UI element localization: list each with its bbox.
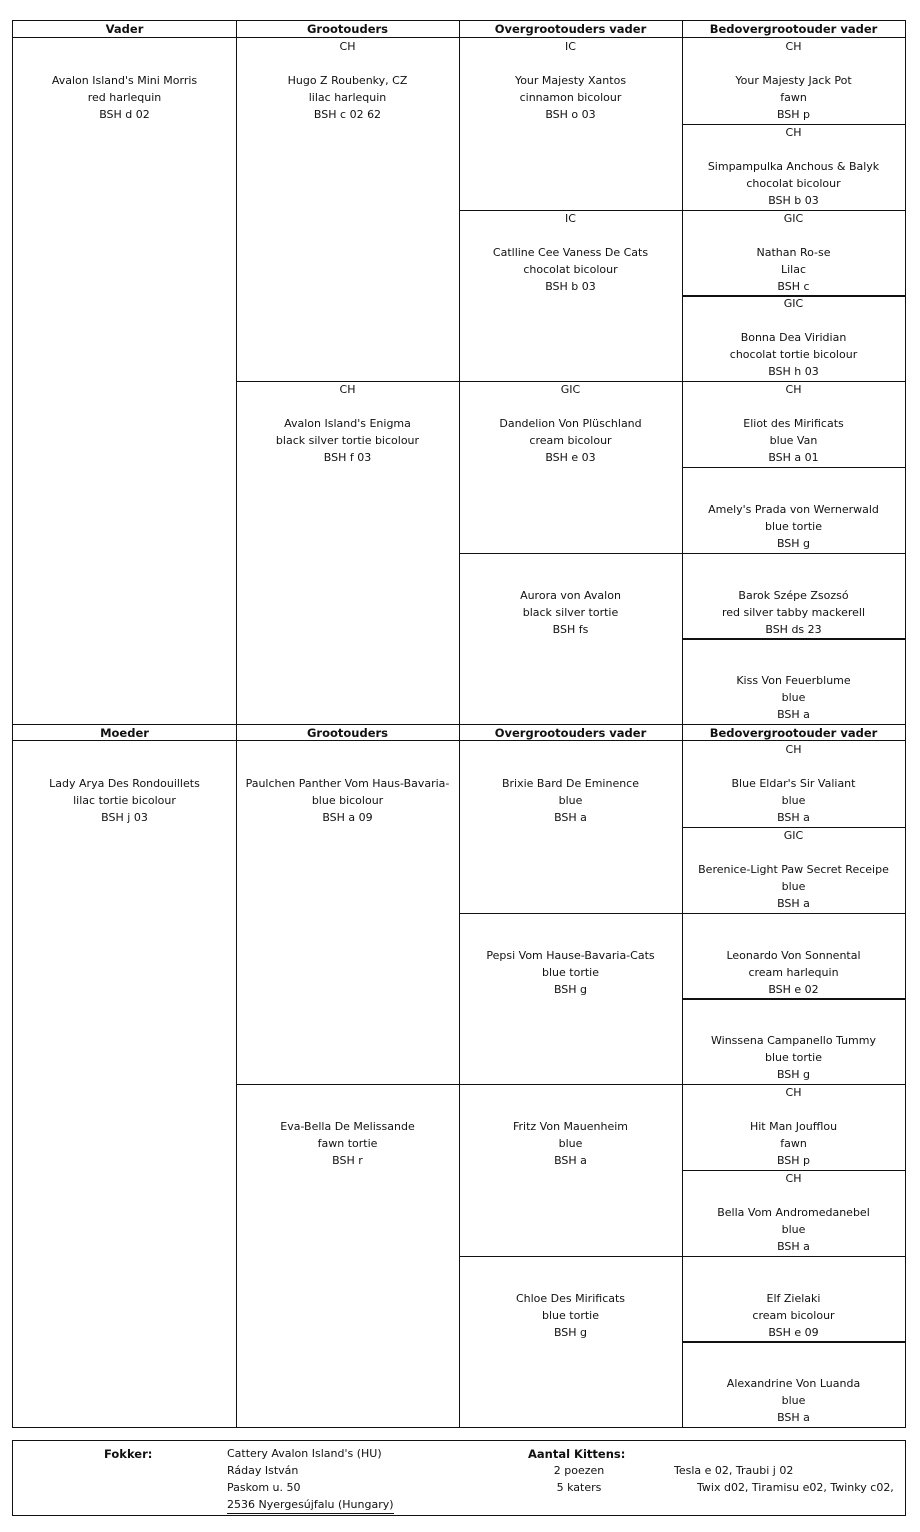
sire-gg-grandparent-cell: [682, 38, 905, 124]
cat-name: Alexandrine Von Luanda: [726, 1377, 861, 1391]
cat-title: [682, 467, 905, 484]
dam-gg-grandparent-cell: [682, 741, 905, 827]
dam-great-grandparent-cell: [459, 741, 682, 913]
cat-code: BSH e 09: [768, 1325, 819, 1339]
sire-gg-grandparent-cell: [682, 124, 905, 210]
cat-code: BSH b 03: [768, 193, 819, 207]
row-divider: [682, 1170, 905, 1171]
cat-code: BSH o 03: [545, 108, 596, 121]
row-divider: [682, 467, 905, 468]
sire-great-grandparent-cell: [459, 210, 682, 382]
cat-code: BSH a 01: [768, 451, 819, 464]
row-divider: [682, 1341, 905, 1342]
cat-name: Lady Arya Des Rondouillets: [49, 777, 200, 790]
row-divider: [682, 827, 905, 828]
cat-color: lilac tortie bicolour: [73, 794, 176, 807]
cat-title: GIC: [783, 828, 804, 842]
cat-color: fawn: [780, 1137, 807, 1150]
cat-name: Eva-Bella De Melissande: [280, 1120, 415, 1133]
dam-grandparent-cell: [236, 1084, 459, 1427]
dam-header-0: Moeder: [13, 724, 236, 741]
cat-code: BSH g: [776, 536, 811, 550]
cat-name: Eliot des Mirificats: [743, 417, 844, 430]
dam-header-1: Grootouders: [236, 724, 459, 741]
cat-title: GIC: [783, 297, 804, 311]
cat-name: Brixie Bard De Eminence: [501, 777, 640, 790]
cat-color: blue Van: [769, 434, 818, 447]
breeder-line: 2536 Nyergesújfalu (Hungary): [227, 1496, 394, 1514]
cat-color: black silver tortie: [522, 605, 619, 619]
cat-name: Elf Zielaki: [766, 1291, 821, 1305]
cat-name: Bella Vom Andromedanebel: [717, 1205, 870, 1219]
cat-name: Leonardo Von Sonnental: [726, 948, 861, 962]
dam-gg-grandparent-cell: [682, 1084, 905, 1170]
cat-color: cinnamon bicolour: [519, 91, 622, 104]
cat-color: lilac harlequin: [308, 91, 387, 104]
dam-great-grandparent-cell: [459, 913, 682, 1085]
cat-code: BSH c 02 62: [313, 108, 382, 121]
cat-code: BSH a: [777, 1411, 810, 1425]
cat-color: blue tortie: [542, 1308, 599, 1322]
breeder-line: Ráday István: [227, 1464, 299, 1477]
cat-title: [459, 741, 682, 758]
sire-gg-grandparent-cell: [682, 381, 905, 467]
cat-code: BSH e 03: [545, 451, 596, 464]
cat-color: chocolat tortie bicolour: [729, 348, 858, 362]
cat-name: Simpampulka Anchous & Balyk: [707, 159, 880, 173]
cat-title: CH: [339, 40, 356, 53]
cat-code: BSH c: [777, 279, 810, 293]
cat-title: CH: [785, 383, 802, 396]
cat-color: blue: [781, 794, 806, 807]
breeder-line: Paskom u. 50: [227, 1481, 301, 1494]
breeder-line: Cattery Avalon Island's (HU): [227, 1447, 382, 1460]
cat-color: cream bicolour: [752, 1308, 835, 1322]
cat-name: Winssena Campanello Tummy: [711, 1034, 876, 1048]
dam-great-grandparent-cell: [459, 1256, 682, 1428]
cat-code: BSH a: [554, 811, 587, 824]
cat-name: Catlline Cee Vaness De Cats: [492, 245, 649, 259]
pedigree-table: [12, 20, 906, 1428]
cat-color: blue: [781, 691, 806, 705]
cat-code: BSH g: [776, 1068, 811, 1082]
cat-color: blue: [558, 794, 583, 807]
row-divider: [682, 295, 905, 296]
dam-grandparent-cell: [236, 741, 459, 1084]
dam-gg-grandparent-cell: [682, 913, 905, 999]
cat-code: BSH g: [553, 982, 588, 996]
sire-great-grandparent-cell: [459, 381, 682, 553]
cat-name: Amely's Prada von Wernerwald: [708, 502, 879, 516]
cat-color: chocolat bicolour: [746, 176, 841, 190]
sire-gg-grandparent-cell: [682, 638, 905, 724]
sire-header-0: Vader: [13, 21, 236, 38]
cat-name: Hit Man Joufflou: [749, 1120, 838, 1133]
dam-gg-grandparent-cell: [682, 1170, 905, 1256]
cat-code: BSH p: [776, 108, 811, 121]
cat-color: red silver tabby mackerell: [721, 605, 866, 619]
cat-title: [236, 741, 459, 758]
cat-title: CH: [785, 1171, 802, 1185]
dam-gg-grandparent-cell: [682, 998, 905, 1084]
cat-title: [682, 638, 905, 655]
dam-header-2: Overgrootouders vader: [459, 724, 682, 741]
cat-title: [13, 741, 236, 758]
cat-title: CH: [785, 1086, 802, 1099]
cat-code: BSH e 02: [768, 982, 819, 996]
cat-name: Blue Eldar's Sir Valiant: [731, 777, 856, 790]
cat-title: IC: [565, 40, 576, 53]
cat-code: BSH a 09: [322, 811, 373, 824]
cat-color: chocolat bicolour: [523, 262, 618, 276]
cat-title: [459, 1256, 682, 1273]
cat-name: Barok Szépe Zsozsó: [738, 588, 849, 602]
kitten-names-males: Twix d02, Tiramisu e02, Twinky c02,: [697, 1481, 894, 1494]
cat-color: blue: [781, 879, 806, 893]
cat-color: blue bicolour: [311, 794, 384, 807]
cat-code: BSH b 03: [545, 279, 596, 293]
cat-name: Aurora von Avalon: [520, 588, 621, 602]
cat-name: Berenice-Light Paw Secret Receipe: [698, 862, 889, 876]
cat-code: BSH h 03: [768, 365, 819, 379]
sire-gg-grandparent-cell: [682, 210, 905, 296]
dam-gg-grandparent-cell: [682, 827, 905, 913]
dam-gg-grandparent-cell: [682, 1341, 905, 1427]
kitten-count-males: 5 katers: [556, 1481, 602, 1494]
cat-title: CH: [785, 125, 802, 139]
cat-name: Avalon Island's Enigma: [284, 417, 411, 430]
cat-name: Dandelion Von Plüschland: [499, 417, 642, 430]
cat-code: BSH f 03: [323, 451, 372, 464]
cat-title: [682, 998, 905, 1015]
cat-name: Your Majesty Xantos: [514, 74, 627, 87]
cat-code: BSH j 03: [101, 811, 148, 824]
cat-name: Pepsi Vom Hause-Bavaria-Cats: [486, 948, 655, 962]
cat-name: Kiss Von Feuerblume: [736, 674, 851, 688]
cat-color: blue: [558, 1137, 583, 1150]
cat-title: [682, 553, 905, 570]
cat-code: BSH g: [553, 1325, 588, 1339]
cat-title: GIC: [783, 211, 804, 225]
kitten-names-females: Tesla e 02, Traubi j 02: [674, 1464, 794, 1477]
cat-title: CH: [339, 383, 356, 396]
cat-code: BSH ds 23: [765, 622, 822, 636]
cat-color: fawn tortie: [317, 1137, 378, 1150]
cat-name: Nathan Ro-se: [756, 245, 831, 259]
cat-color: fawn: [780, 91, 807, 104]
row-divider: [682, 124, 905, 125]
breeder-footer: [12, 1440, 906, 1516]
cat-color: Lilac: [780, 262, 807, 276]
dam-header-3: Bedovergrootouder vader: [682, 724, 905, 741]
sire-great-grandparent-cell: [459, 553, 682, 725]
cat-color: black silver tortie bicolour: [275, 434, 420, 447]
sire-gg-grandparent-cell: [682, 467, 905, 553]
cat-title: [459, 553, 682, 570]
cat-name: Chloe Des Mirificats: [515, 1291, 626, 1305]
cat-color: blue: [781, 1394, 806, 1408]
cat-color: blue tortie: [542, 965, 599, 979]
cat-color: blue tortie: [765, 1051, 822, 1065]
cat-code: BSH a: [554, 1154, 587, 1167]
cat-code: BSH fs: [552, 622, 589, 636]
cat-code: BSH a: [777, 896, 810, 910]
cat-code: BSH p: [776, 1154, 811, 1167]
cat-color: blue tortie: [765, 519, 822, 533]
sire-parent-cell: [13, 38, 236, 724]
cat-title: CH: [785, 743, 802, 756]
sire-header-2: Overgrootouders vader: [459, 21, 682, 38]
dam-parent-cell: [13, 741, 236, 1427]
sire-header-1: Grootouders: [236, 21, 459, 38]
cat-title: [236, 1084, 459, 1101]
row-divider: [682, 638, 905, 639]
cat-name: Paulchen Panther Vom Haus-Bavaria-: [245, 777, 450, 790]
cat-code: BSH a: [777, 1239, 810, 1253]
cat-code: BSH a: [777, 708, 810, 722]
cat-name: Fritz Von Mauenheim: [512, 1120, 628, 1133]
kittens-label: Aantal Kittens:: [528, 1447, 626, 1461]
cat-name: Your Majesty Jack Pot: [735, 74, 852, 87]
cat-code: BSH d 02: [99, 108, 150, 121]
cat-name: Avalon Island's Mini Morris: [51, 74, 198, 87]
cat-color: blue: [781, 1222, 806, 1236]
sire-gg-grandparent-cell: [682, 295, 905, 381]
row-divider: [682, 998, 905, 999]
dam-gg-grandparent-cell: [682, 1256, 905, 1342]
sire-great-grandparent-cell: [459, 38, 682, 210]
sire-gg-grandparent-cell: [682, 553, 905, 639]
dam-great-grandparent-cell: [459, 1084, 682, 1256]
cat-name: Bonna Dea Viridian: [740, 331, 847, 345]
cat-title: CH: [785, 40, 802, 53]
sire-header-3: Bedovergrootouder vader: [682, 21, 905, 38]
cat-title: [682, 1256, 905, 1273]
sire-grandparent-cell: [236, 381, 459, 724]
cat-title: GIC: [560, 383, 581, 396]
cat-color: red harlequin: [87, 91, 162, 104]
kitten-count-females: 2 poezen: [553, 1464, 605, 1477]
cat-color: cream harlequin: [748, 965, 839, 979]
sire-grandparent-cell: [236, 38, 459, 381]
breeder-label: Fokker:: [104, 1447, 153, 1461]
cat-title: [13, 38, 236, 55]
cat-code: BSH a: [777, 811, 810, 824]
cat-color: cream bicolour: [529, 434, 612, 447]
cat-title: [682, 913, 905, 930]
cat-name: Hugo Z Roubenky, CZ: [287, 74, 408, 87]
cat-code: BSH r: [332, 1154, 363, 1167]
cat-title: [682, 1341, 905, 1358]
cat-title: [459, 1084, 682, 1101]
cat-title: IC: [565, 211, 576, 225]
cat-title: [459, 913, 682, 930]
